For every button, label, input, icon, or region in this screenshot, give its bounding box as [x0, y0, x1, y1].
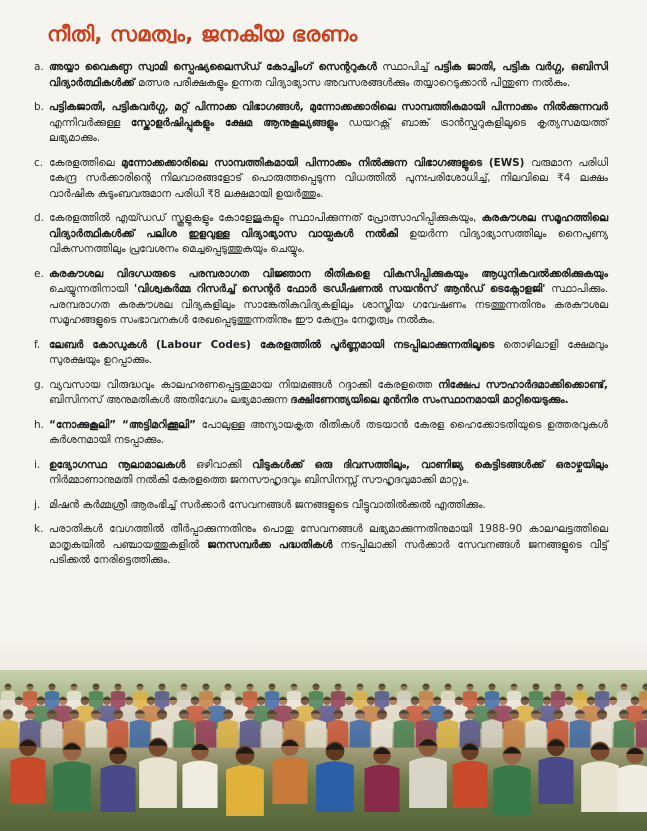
list-marker: k. [34, 523, 44, 535]
bold-text: ജനസമ്പർക്ക പദ്ധതികൾ [207, 538, 333, 551]
crowd-person-back [529, 683, 543, 710]
list-item [34, 418, 608, 449]
policy-list [34, 60, 608, 578]
crowd-person-front [10, 739, 45, 804]
crowd-person-front [182, 743, 217, 808]
crowd-person-back [375, 683, 389, 710]
list-item-text [49, 378, 608, 409]
text-run: വരുമാന പരിധി കേന്ദ്ര സർക്കാരിന്റെ നിലവാരങ്ങളോട് പൊരുത്തപ്പെടുന്ന വിധത്തിൽ പുനഃപരിശോധിച്ച്, നിലവിലെ ₹4 ലക്ഷം വാർഷിക കുടുംബവരുമാന പരിധി ₹8 ലക്ഷമായി ഉയർത്തും. [49, 156, 608, 200]
crowd-person-back [221, 683, 235, 710]
list-item [34, 338, 608, 369]
list-item-text [49, 458, 608, 489]
list-marker: b. [34, 101, 45, 113]
text-run: സ്ഥാപിച്ച് [376, 61, 434, 73]
crowd-person-back [353, 683, 367, 710]
list-item [34, 458, 608, 489]
list-item-text [49, 60, 608, 91]
bold-text: 'വിശ്വകർമ്മ റിസർച്ച് സെന്റർ ഫോർ ട്രഡീഷണൽ സയൻസ് ആൻഡ് ടെക്നോളജി' [134, 283, 546, 295]
text-run: സ്ഥാപിക്കും. പരമ്പരാഗത കരകൗശല വിദ്യകളിലും സാങ്കേതികവിദ്യകളിലും ശാസ്ത്രീയ ഗവേഷണം നടത്തുന്നതിനും കരകൗശല സമൂഹങ്ങളുടെ സംഭാവനകൾ രേഖപ്പെടുത്തുന്നതിനും ഈ കേന്ദ്രം നേതൃത്വം നൽകും. [49, 283, 608, 326]
crowd-person-back [573, 683, 587, 710]
list-marker: e. [34, 267, 44, 280]
crowd-person-back [133, 683, 147, 710]
list-item-text [49, 338, 608, 369]
list-marker: j. [34, 498, 41, 511]
list-item [34, 522, 608, 569]
text-run: മത്സര പരീക്ഷകളും ഉന്നത വിദ്യാഭ്യാസ അവസരങ്ങൾക്കും തയ്യാറെടുക്കാൻ പിന്തുണ നൽകും. [134, 76, 571, 89]
crowd-person-back [617, 683, 631, 710]
crowd-person-front [53, 742, 91, 812]
crowd-person-back [309, 683, 323, 710]
text-run: എന്നിവർക്കുള്ള [49, 116, 131, 129]
crowd-person-back [243, 683, 257, 710]
list-item [34, 498, 608, 514]
crowd-person-back [551, 683, 565, 710]
list-item [34, 211, 608, 258]
text-run: ഡയറക്റ്റ് ബാങ്ക് ട്രാൻസ്ഫറുകളിലൂടെ കൃത്യസമയത്ത് ലഭ്യമാക്കും. [49, 116, 608, 144]
bold-text: വീടുകൾക്ക് ഒരു ദിവസത്തിലും, വാണിജ്യ കെട്ടിടങ്ങൾക്ക് ഒരാഴ്ചയിലും [252, 458, 608, 471]
crowd-person-front [226, 746, 264, 816]
crowd-person-front [139, 738, 177, 808]
crowd-person-front [100, 747, 135, 812]
list-item-text [49, 498, 486, 514]
list-marker: i. [34, 458, 41, 471]
crowd-person-back [111, 683, 125, 710]
bold-text: ഉദ്യോഗസ്ഥ നൂലാമാലകൾ [49, 458, 186, 471]
crowd-person-back [67, 683, 81, 710]
crowd-person-back [265, 683, 279, 710]
crowd-person-back [463, 683, 477, 710]
crowd-person-back [155, 683, 169, 710]
text-run: ചെയ്യുന്നതിനായി [49, 283, 135, 295]
text-run: മിഷൻ കർമ്മശ്രീ ആരംഭിച്ച് സർക്കാർ സേവനങ്ങൾ ജനങ്ങളുടെ വീട്ടുവാതിൽക്കൽ എത്തിക്കും. [49, 498, 486, 511]
crowd-person-front [364, 747, 399, 812]
text-run: ഒഴിവാക്കി [185, 458, 253, 471]
crowd-person-front [581, 742, 619, 812]
crowd-person-back [1, 683, 15, 710]
crowd-person-back [485, 683, 499, 710]
bold-text: ദക്ഷിണേന്ത്യയിലെ മുൻനിര സംസ്ഥാനമായി മാറ്റിയെടുക്കും. [290, 394, 569, 406]
text-run: നിർമ്മാണാനുമതി നൽകി കേരളത്തെ ജനസൗഹൃദവും ബിസിനസ്സ് സൗഹൃദവുമാക്കി മാറ്റും. [49, 474, 470, 486]
crowd-person-back [89, 683, 103, 710]
bold-text: ലേബർ കോഡുകൾ (Labour Codes) കേരളത്തിൽ പൂർണ്ണമായി നടപ്പിലാക്കുന്നതിലൂടെ [49, 338, 495, 351]
list-item [34, 378, 608, 409]
crowd-person-front [316, 742, 354, 812]
list-marker: f. [34, 338, 41, 351]
text-run: കേരളത്തിലെ [49, 156, 122, 169]
list-marker: g. [34, 378, 45, 391]
list-item-text [49, 522, 608, 569]
bold-text: സ്കോളർഷിപ്പുകളും ക്ഷേമ ആനുകൂല്യങ്ങളും [130, 116, 338, 129]
text-run: ബിസിനസ് അനുമതികൾ അതിവേഗം ലഭ്യമാക്കുന്ന [49, 394, 291, 406]
crowd-person-back [287, 683, 301, 710]
bold-text: പട്ടികജാതി, പട്ടികവർഗ്ഗ, മറ്റ് പിന്നാക്ക വിഭാഗങ്ങൾ, മുന്നോക്കക്കാരിലെ സാമ്പത്തികമായി പിന്നാക്കം നിൽക്കുന്നവർ [49, 101, 608, 113]
bold-text: നിക്ഷേപ സൗഹാർദമാക്കിക്കൊണ്ട്, [438, 378, 608, 391]
list-item [34, 267, 608, 329]
crowd-person-back [177, 683, 191, 710]
list-item [34, 156, 608, 203]
bold-text: കരകൗശല വിദഗ്ധരുടെ പരമ്പരാഗത വിജ്ഞാന രീതികളെ വികസിപ്പിക്കുകയും ആധുനികവൽക്കരിക്കുകയും [49, 267, 608, 280]
list-item-text [49, 418, 608, 449]
crowd-person-back [419, 683, 433, 710]
list-marker: d. [34, 212, 45, 224]
crowd-person-front [452, 743, 487, 808]
crowd-person-front [409, 738, 447, 808]
text-run: ഉയർന്ന വിദ്യാഭ്യാസത്തിലും നൈപുണ്യ വികസനത്തിലും പ്രവേശനം മെച്ചപ്പെടുത്തുകയും ചെയ്യും. [49, 227, 609, 255]
text-run: തൊഴിലാളി ക്ഷേമവും സുരക്ഷയും ഉറപ്പാക്കും. [49, 338, 608, 366]
list-item-text [49, 100, 608, 147]
bold-text: മുന്നോക്കക്കാരിലെ സാമ്പത്തികമായി പിന്നാക്കം നിൽക്കുന്ന വിഭാഗങ്ങളുടെ (EWS) [121, 156, 525, 169]
crowd-person-back [595, 683, 609, 710]
crowd-person-front [617, 747, 647, 812]
bold-text: അയ്യാ വൈകുണ്ഠ സ്വാമി സ്പെഷ്യലൈസ്ഡ് കോച്ചിംഗ് സെന്ററുകൾ [49, 61, 377, 73]
bold-text: “നോക്കുകൂലി” “അട്ടിമറിക്കൂലി” [49, 418, 197, 431]
text-run: പരാതികൾ വേഗത്തിൽ തീർപ്പാക്കുന്നതിനും പൊതു സേവനങ്ങൾ ലഭ്യമാക്കുന്നതിനുമായി 1988-90 കാലഘട്ടത്തിലെ മാതൃകയിൽ പഞ്ചായത്തുകളിൽ [49, 523, 608, 551]
text-run: നടപ്പിലാക്കി സർക്കാർ സേവനങ്ങൾ ജനങ്ങളുടെ വീട്ട് പടിക്കൽ നേരിട്ടെത്തിക്കും. [49, 538, 608, 566]
bold-text: പട്ടിക ജാതി, പട്ടിക വർഗ്ഗ, ഒബിസി വിദ്യാർത്ഥികൾക്ക് [49, 61, 608, 89]
list-marker: h. [34, 418, 44, 431]
crowd-person-back [441, 683, 455, 710]
crowd-person-back [507, 683, 521, 710]
list-marker: c. [34, 156, 44, 169]
list-item [34, 60, 608, 91]
list-marker: a. [34, 61, 44, 73]
crowd-person-back [45, 683, 59, 710]
list-item [34, 100, 608, 147]
crowd-photo [0, 640, 647, 831]
crowd-person-back [23, 683, 37, 710]
crowd-person-back [331, 683, 345, 710]
text-run: പോലുള്ള അന്യായകൃത രീതികൾ തടയാൻ കേരള ഹൈക്കോടതിയുടെ ഉത്തരവുകൾ കർശനമായി നടപ്പാക്കും. [49, 418, 608, 446]
crowd-person-back [397, 683, 411, 710]
page-title: നീതി, സമത്വം, ജനകീയ ഭരണം [47, 22, 358, 46]
list-item-text [49, 156, 608, 203]
crowd-person-front [538, 739, 573, 804]
crowd-person-back [639, 683, 647, 710]
text-run: വ്യവസായ വിരുദ്ധവും കാലഹരണപ്പെട്ടതുമായ നിയമങ്ങൾ റദ്ദാക്കി കേരളത്തെ [49, 378, 439, 391]
list-item-text [49, 267, 608, 329]
crowd-person-back [199, 683, 213, 710]
list-item-text [49, 211, 608, 258]
crowd-person-front [272, 739, 307, 804]
crowd-person-front [493, 746, 531, 816]
bold-text: കരകൗശല സമൂഹത്തിലെ വിദ്യാർത്ഥികൾക്ക് പലിശ ഇളവുള്ള വിദ്യാഭ്യാസ വായ്പകൾ നൽകി [49, 212, 608, 240]
text-run: കേരളത്തിൽ എയ്ഡഡ് സ്കൂളുകളും കോളേജുകളും സ്ഥാപിക്കുന്നത് പ്രോത്സാഹിപ്പിക്കുകയും, [49, 212, 482, 224]
